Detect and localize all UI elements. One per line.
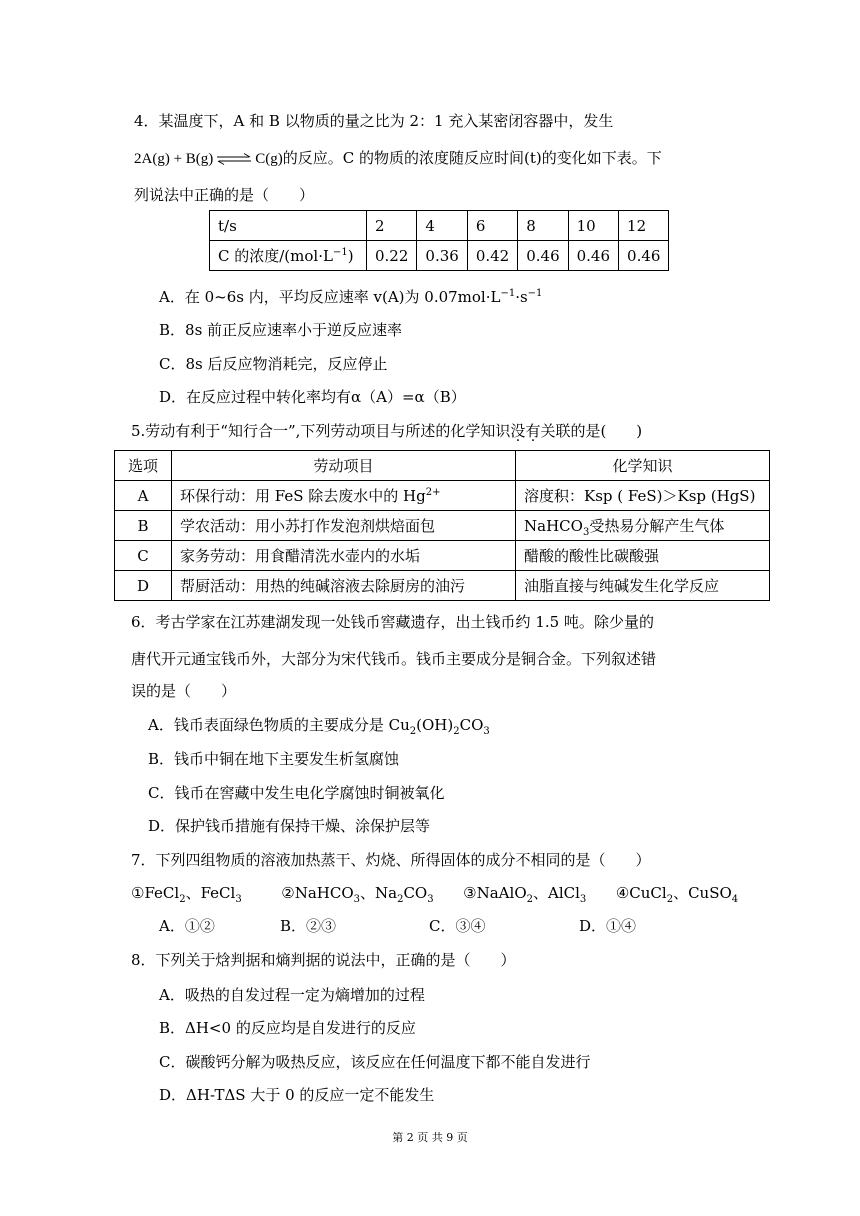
q4-option-a: A．在 0~6s 内，平均反应速率 v(A)为 $0.07mol\cdot L^{-1}\cdot s^{-1}$ bbox=[159, 288, 543, 306]
q4-concentration-table bbox=[209, 210, 669, 271]
q4-line2 bbox=[134, 147, 662, 170]
q8-option-b: B．ΔH<0 的反应均是自发进行的反应 bbox=[159, 1019, 416, 1037]
table-header-time: t/s bbox=[210, 211, 367, 241]
time-cell: 8 bbox=[518, 211, 568, 241]
q8-option-c: C．碳酸钙分解为吸热反应，该反应在任何温度下都不能自发进行 bbox=[159, 1053, 591, 1071]
q5-labor-table bbox=[114, 450, 770, 601]
q6-option-a: A．钱币表面绿色物质的主要成分是 $Cu_2(OH)_2CO_3$ bbox=[148, 716, 490, 737]
q7-group-1: ①FeCl$_2$、FeCl$_3$ bbox=[131, 884, 242, 905]
q4-option-c: C．8s 后反应物消耗完，反应停止 bbox=[159, 355, 388, 373]
q7-option-c: C．③④ bbox=[429, 917, 486, 935]
q7-group-2: ②NaHCO$_3$、$Na_2CO_3$ bbox=[281, 884, 434, 905]
value-cell: 0.46 bbox=[518, 241, 568, 271]
page-footer: 第 2 页 共 9 页 bbox=[392, 1131, 468, 1144]
q8-option-a: A．吸热的自发过程一定为熵增加的过程 bbox=[159, 986, 425, 1004]
q6-line2: 唐代开元通宝钱币外，大部分为宋代钱币。钱币主要成分是铜合金。下列叙述错 bbox=[131, 650, 657, 668]
q4-line2-rest: 的反应。C 的物质的浓度随反应时间(t)的变化如下表。下 bbox=[282, 149, 662, 167]
table-row bbox=[210, 241, 669, 271]
q6-line3: 误的是（ ） bbox=[131, 682, 237, 700]
value-cell: 0.36 bbox=[417, 241, 467, 271]
q7-groups bbox=[131, 882, 738, 904]
table-row: A 环保行动：用 FeS 除去废水中的 $Hg^{2+}$ 溶度积：Ksp ( FeS)＞Ksp (HgS) bbox=[115, 481, 770, 511]
time-cell: 4 bbox=[417, 211, 467, 241]
q5-stem: 5.劳动有利于“知行合一”,下列劳动项目与所述的化学知识没有关联的是( ) bbox=[131, 422, 643, 440]
q7-option-a: A．①② bbox=[159, 917, 215, 935]
table-row bbox=[115, 451, 770, 481]
table-row: B 学农活动：用小苏打作发泡剂烘焙面包 NaHCO$_3$受热易分解产生气体 bbox=[115, 511, 770, 541]
value-cell: 0.46 bbox=[619, 241, 669, 271]
q7-option-d: D．①④ bbox=[579, 917, 637, 935]
q4-reaction-right: C(g) bbox=[255, 151, 283, 167]
q4-reaction-left: 2A(g) + B(g) bbox=[134, 151, 214, 167]
q7-option-b: B．②③ bbox=[280, 917, 337, 935]
time-cell: 6 bbox=[467, 211, 517, 241]
q6-line1: 6．考古学家在江苏建湖发现一处钱币窖藏遗存，出土钱币约 1.5 吨。除少量的 bbox=[131, 613, 654, 631]
q4-line1: 4．某温度下，A 和 B 以物质的量之比为 2：1 充入某密闭容器中，发生 bbox=[134, 112, 614, 130]
header-chemistry: 化学知识 bbox=[516, 451, 770, 481]
time-cell: 10 bbox=[568, 211, 618, 241]
q4-option-d: D．在反应过程中转化率均有α（A）=α（B） bbox=[159, 388, 466, 406]
value-cell: 0.22 bbox=[367, 241, 417, 271]
time-cell: 2 bbox=[367, 211, 417, 241]
q6-option-b: B．钱币中铜在地下主要发生析氢腐蚀 bbox=[148, 750, 400, 768]
table-header-concentration: C 的浓度$/(mol\cdot L^{-1})$ bbox=[210, 241, 367, 271]
time-cell: 12 bbox=[619, 211, 669, 241]
q4-option-b: B．8s 前正反应速率小于逆反应速率 bbox=[159, 321, 403, 339]
header-labor: 劳动项目 bbox=[172, 451, 516, 481]
q7-group-3: ③NaAlO$_2$、AlCl$_3$ bbox=[463, 884, 587, 905]
equilibrium-arrow-icon bbox=[215, 153, 253, 165]
q4-line3: 列说法中正确的是（ ） bbox=[134, 186, 315, 204]
header-option: 选项 bbox=[115, 451, 172, 481]
q8-stem: 8．下列关于焓判据和熵判据的说法中，正确的是（ ） bbox=[131, 951, 516, 969]
q6-option-d: D．保护钱币措施有保持干燥、涂保护层等 bbox=[148, 817, 431, 835]
table-row: D 帮厨活动：用热的纯碱溶液去除厨房的油污 油脂直接与纯碱发生化学反应 bbox=[115, 571, 770, 601]
value-cell: 0.46 bbox=[568, 241, 618, 271]
table-row bbox=[210, 211, 669, 241]
q7-stem: 7．下列四组物质的溶液加热蒸干、灼烧、所得固体的成分不相同的是（ ） bbox=[131, 851, 651, 869]
q8-option-d: D．ΔH-TΔS 大于 0 的反应一定不能发生 bbox=[159, 1086, 435, 1104]
q7-group-4: ④CuCl$_2$、CuSO$_4$ bbox=[615, 884, 739, 905]
table-row: C 家务劳动：用食醋清洗水壶内的水垢 醋酸的酸性比碳酸强 bbox=[115, 541, 770, 571]
value-cell: 0.42 bbox=[467, 241, 517, 271]
q6-option-c: C．钱币在窖藏中发生电化学腐蚀时铜被氧化 bbox=[148, 784, 445, 802]
